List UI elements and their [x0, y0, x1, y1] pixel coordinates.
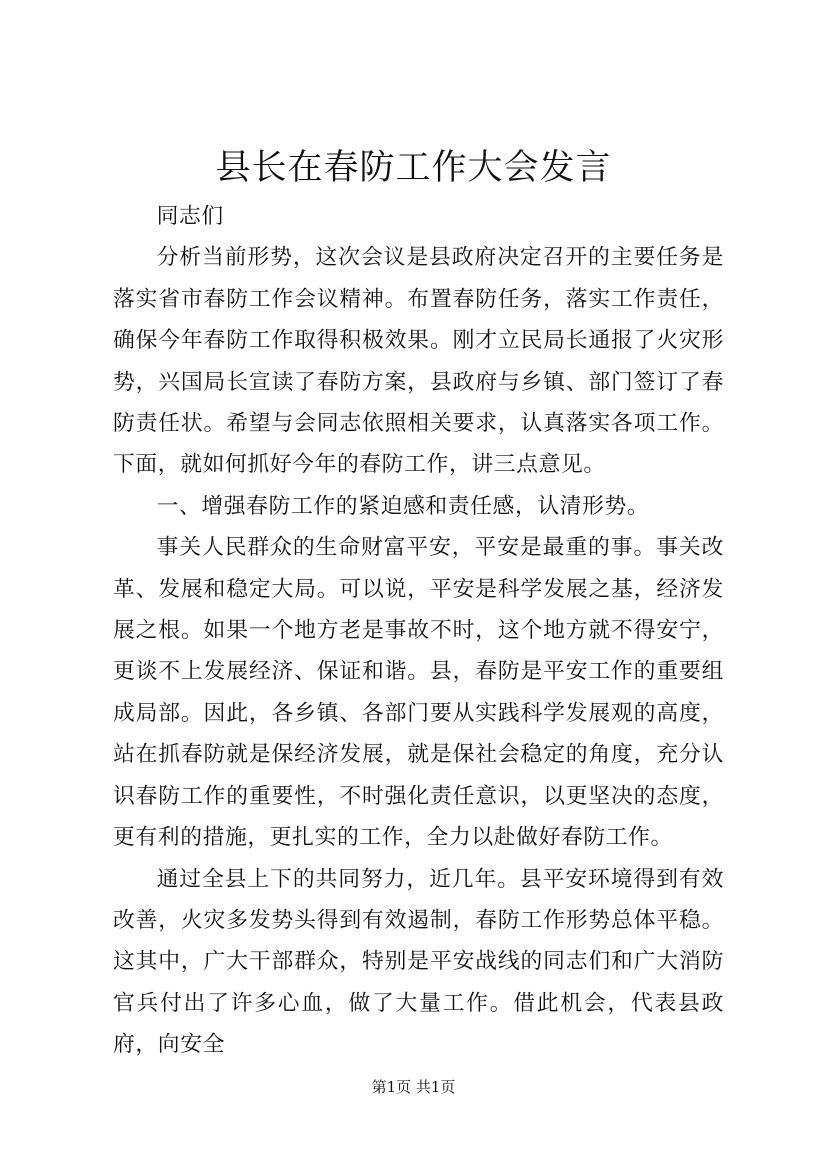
page-footer: 第1页 共1页: [371, 1078, 456, 1096]
document-body: [113, 196, 724, 1066]
body-paragraph: 通过全县上下的共同努力，近几年。县平安环境得到有效改善，火灾多发势头得到有效遏制，春防工作形势总体平稳。这其中，广大干部群众，特别是平安战线的同志们和广大消防官兵付出了许多心血，做了大量工作。借此机会，代表县政府，向安全: [113, 866, 724, 1058]
salutation: 同志们: [156, 204, 224, 229]
body-paragraph: 事关人民群众的生命财富平安，平安是最重的事。事关改革、发展和稳定大局。可以说，平安是科学发展之基，经济发展之根。如果一个地方老是事故不时，这个地方就不得安宁，更谈不上发展经济、保证和谐。县，春防是平安工作的重要组成局部。因此，各乡镇、各部门要从实践科学发展观的高度，站在抓春防就是保经济发展，就是保社会稳定的角度，充分认识春防工作的重要性，不时强化责任意识，以更坚决的态度，更有利的措施，更扎实的工作，全力以赴做好春防工作。: [113, 535, 724, 851]
document-title: 县长在春防工作大会发言: [215, 148, 612, 188]
section-heading: 一、增强春防工作的紧迫感和责任感，认清形势。: [156, 493, 650, 519]
body-paragraph: 分析当前形势，这次会议是县政府决定召开的主要任务是落实省市春防工作会议精神。布置春防任务，落实工作责任，确保今年春防工作取得积极效果。刚才立民局长通报了火灾形势，兴国局长宣读了春防方案，县政府与乡镇、部门签订了春防责任状。希望与会同志依照相关要求，认真落实各项工作。下面，就如何抓好今年的春防工作，讲三点意见。: [113, 245, 724, 478]
